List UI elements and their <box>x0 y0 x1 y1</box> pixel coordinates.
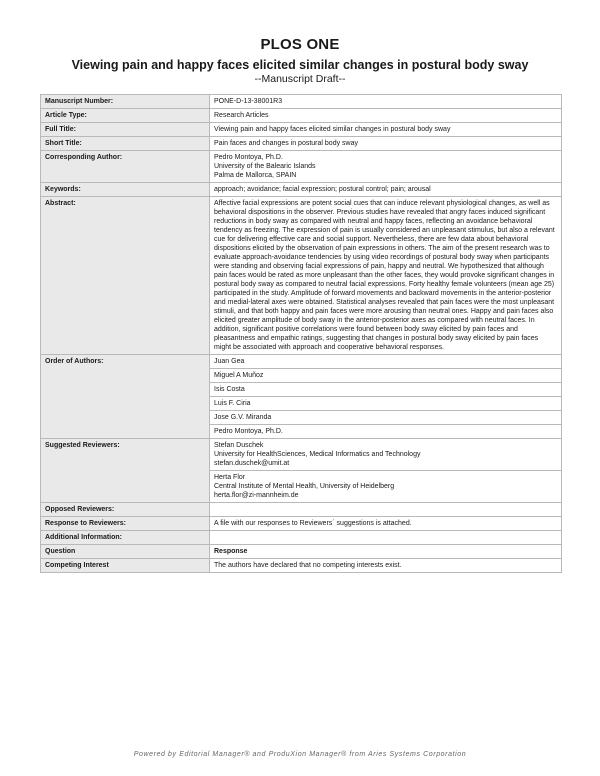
row-full-title <box>41 123 562 137</box>
reviewer-email: stefan.duschek@umit.at <box>214 460 290 467</box>
value-abstract: Affective facial expressions are potent social cues that can induce relevant physiological changes, as well as behavioral dispositions in the observer. Previous studies have revealed that angry faces induced significant reductions in body sway as compared with neutral and happy faces, reflecting an avoidance behavioral tendency as freezing. The expression of pain is usually considered an unpleasant stimulus, but also a relevant cue for delivering effective care and social support. Nevertheless, there are few data about behavioral dispositions elicited by the observation of pain expressions in others. The aim of the present research was to evaluate approach-avoidance tendencies by using video recordings of postural body sway when participants were standing and observing facial expressions of pain, happy and neutral. We hypothesized that although pain faces would be rated as more unpleasant than the other faces, they would provoke significant changes in postural body sway as compared to neutral facial expressions. Forty healthy female volunteers (mean age 25) participated in the study. Amplitude of forward movements and backward movements in the anterior-posterior and medial-lateral axes were obtained. Statistical analyses revealed that pain faces were the most unpleasant stimuli, and that both happy and pain faces were more arousing than neutral ones. Happy and pain faces also elicited greater amplitude of body sway in the anterior-posterior axes as compared with neutral faces. In addition, significant positive correlations were found between body sway elicited by pain faces and pleasantness and empathic ratings, suggesting that changes in postural body sway elicited by pain faces might be associated with approach and cooperative behavioral responses. <box>210 197 562 355</box>
row-article-type <box>41 109 562 123</box>
label-competing-interest: Competing Interest <box>41 559 210 573</box>
reviewer-name: Herta Flor <box>214 474 246 481</box>
label-order-of-authors: Order of Authors: <box>41 355 210 439</box>
row-author-1 <box>41 355 562 369</box>
reviewer-email: herta.flor@zi-mannheim.de <box>214 492 299 499</box>
row-reviewer-1 <box>41 439 562 471</box>
author-5: Jose G.V. Miranda <box>210 411 562 425</box>
author-name: Pedro Montoya, Ph.D. <box>214 154 283 161</box>
reviewer-affiliation: Central Institute of Mental Health, University of Heidelberg <box>214 483 395 490</box>
value-competing-interest: The authors have declared that no competing interests exist. <box>210 559 562 573</box>
label-abstract: Abstract: <box>41 197 210 355</box>
row-manuscript-number <box>41 95 562 109</box>
label-keywords: Keywords: <box>41 183 210 197</box>
label-full-title: Full Title: <box>41 123 210 137</box>
row-keywords <box>41 183 562 197</box>
row-competing-interest <box>41 559 562 573</box>
author-4: Luis F. Ciria <box>210 397 562 411</box>
value-additional-information <box>210 531 562 545</box>
label-suggested-reviewers: Suggested Reviewers: <box>41 439 210 503</box>
value-corresponding-author <box>210 151 562 183</box>
value-opposed-reviewers <box>210 503 562 517</box>
reviewer-1 <box>210 439 562 471</box>
row-response-to-reviewers <box>41 517 562 531</box>
manuscript-title: Viewing pain and happy faces elicited similar changes in postural body sway <box>71 58 529 72</box>
value-response-to-reviewers: A file with our responses to Reviewers´ suggestions is attached. <box>210 517 562 531</box>
manuscript-subtitle: --Manuscript Draft-- <box>254 73 346 85</box>
author-institution: University of the Balearic Islands <box>214 163 316 170</box>
label-question: Question <box>41 545 210 559</box>
reviewer-name: Stefan Duschek <box>214 442 264 449</box>
row-additional-information <box>41 531 562 545</box>
label-article-type: Article Type: <box>41 109 210 123</box>
row-corresponding-author <box>41 151 562 183</box>
author-2: Miguel A Muñoz <box>210 369 562 383</box>
author-3: Isis Costa <box>210 383 562 397</box>
author-location: Palma de Mallorca, SPAIN <box>214 172 297 179</box>
row-opposed-reviewers <box>41 503 562 517</box>
row-abstract <box>41 197 562 355</box>
author-1: Juan Gea <box>210 355 562 369</box>
value-keywords: approach; avoidance; facial expression; postural control; pain; arousal <box>210 183 562 197</box>
value-manuscript-number: PONE-D-13-38001R3 <box>210 95 562 109</box>
value-short-title: Pain faces and changes in postural body sway <box>210 137 562 151</box>
value-response-header: Response <box>210 545 562 559</box>
label-short-title: Short Title: <box>41 137 210 151</box>
manuscript-metadata-table <box>40 94 562 573</box>
label-corresponding-author: Corresponding Author: <box>41 151 210 183</box>
row-question <box>41 545 562 559</box>
label-additional-information: Additional Information: <box>41 531 210 545</box>
label-manuscript-number: Manuscript Number: <box>41 95 210 109</box>
label-opposed-reviewers: Opposed Reviewers: <box>41 503 210 517</box>
footer-powered-by: Powered by Editorial Manager® and ProduXion Manager® from Aries Systems Corporation <box>133 751 467 758</box>
value-full-title: Viewing pain and happy faces elicited similar changes in postural body sway <box>210 123 562 137</box>
label-response-to-reviewers: Response to Reviewers: <box>41 517 210 531</box>
journal-name: PLOS ONE <box>260 36 340 53</box>
value-article-type: Research Articles <box>210 109 562 123</box>
row-short-title <box>41 137 562 151</box>
reviewer-2 <box>210 471 562 503</box>
author-6: Pedro Montoya, Ph.D. <box>210 425 562 439</box>
reviewer-affiliation: University for HealthSciences, Medical Informatics and Technology <box>214 451 421 458</box>
